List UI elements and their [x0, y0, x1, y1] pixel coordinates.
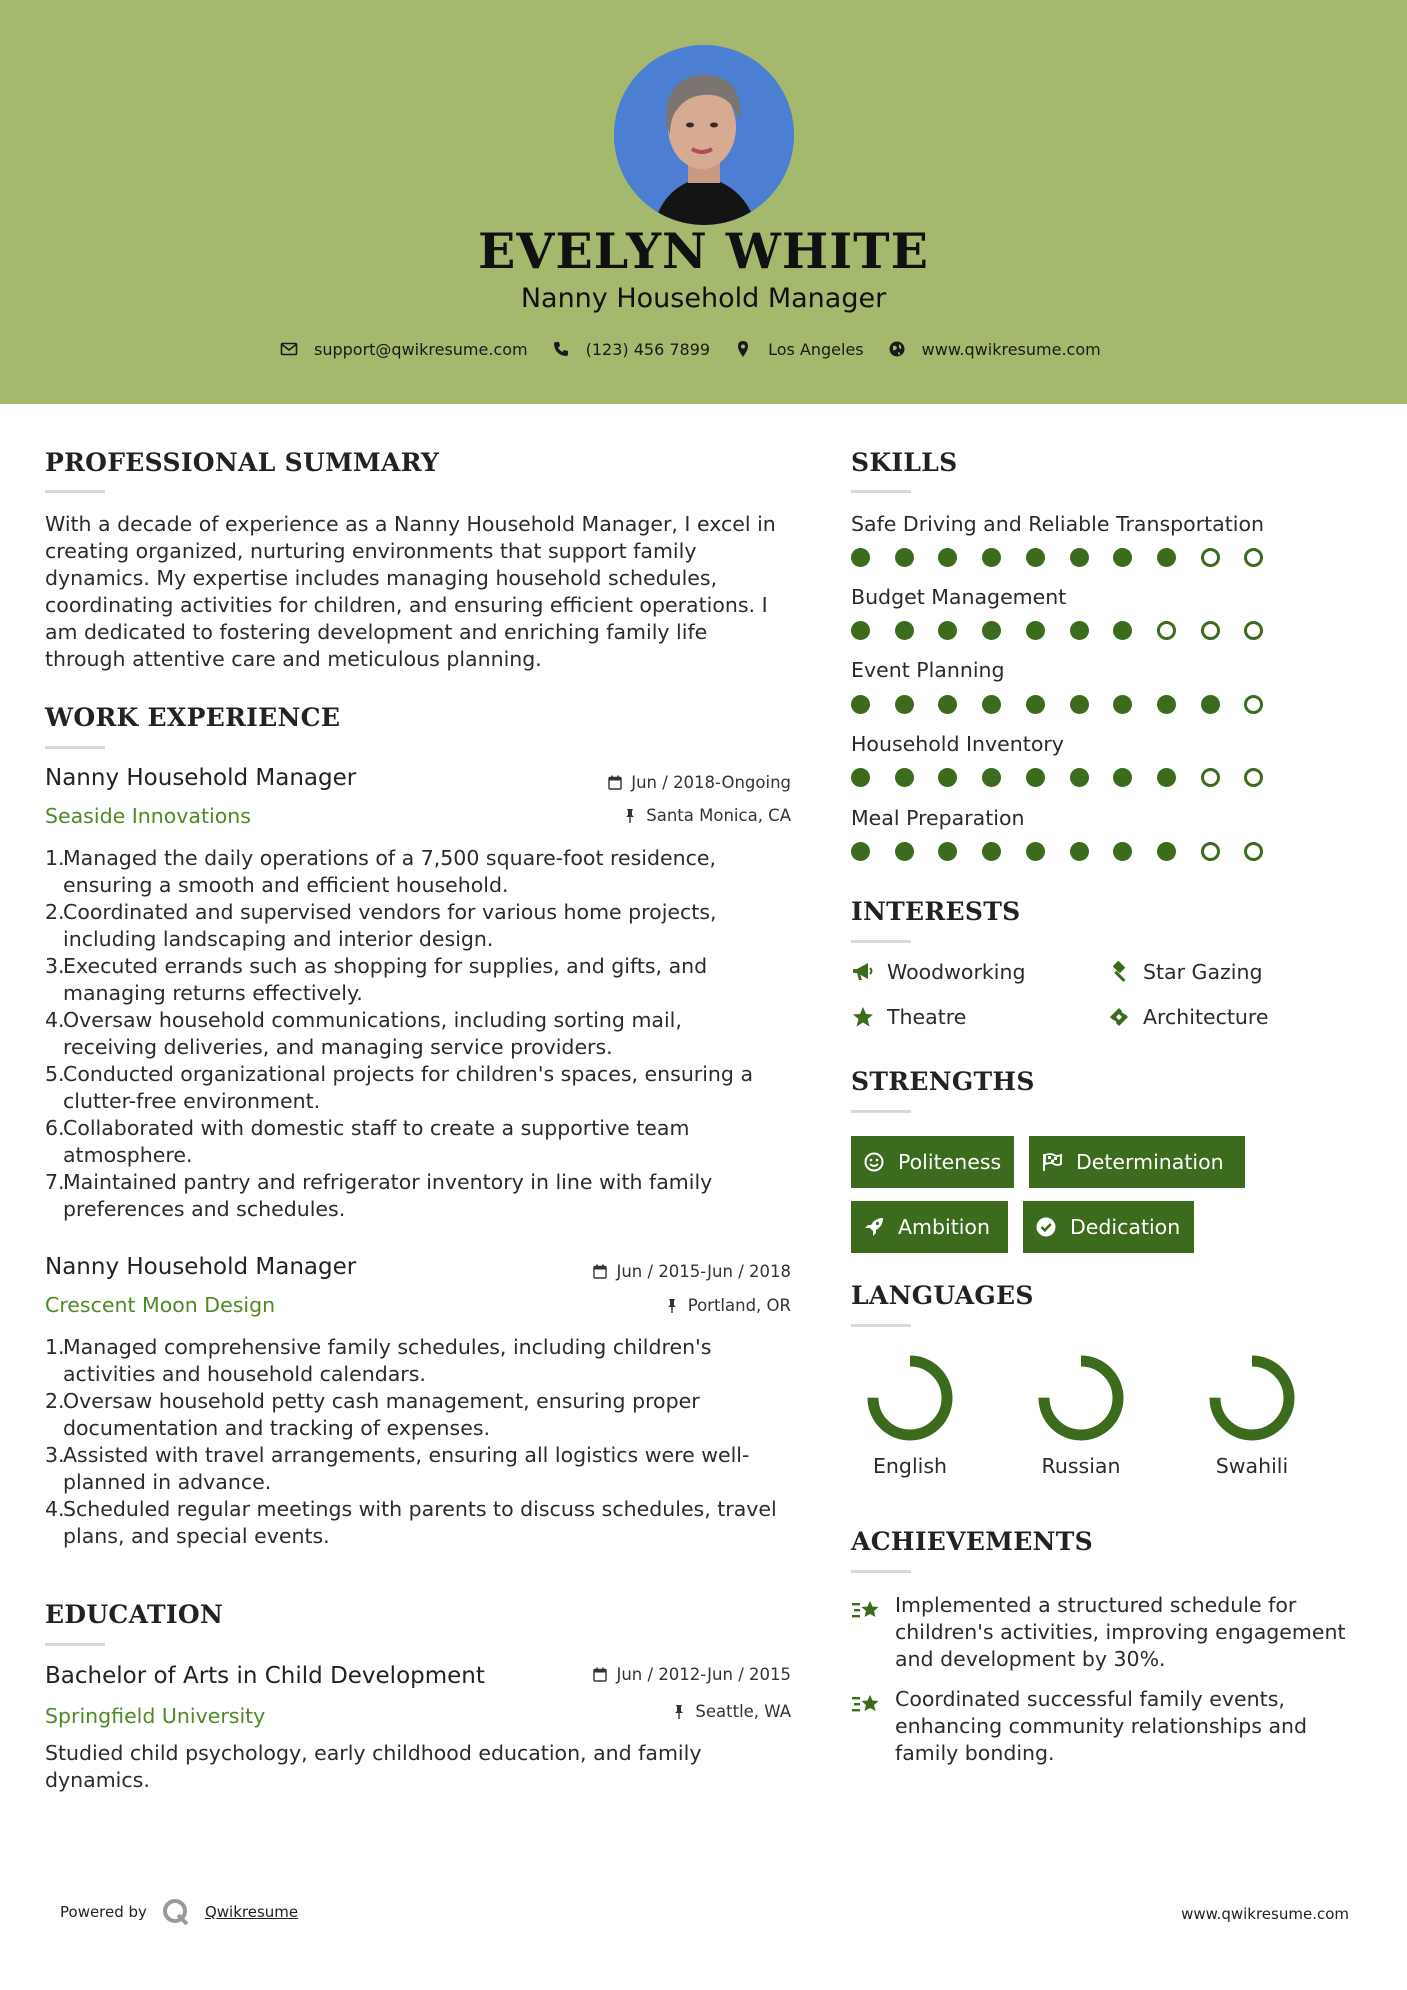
job-date-text: Jun / 2015-Jun / 2018: [616, 1262, 791, 1281]
achievement-line: children's activities, improving engagement: [895, 1620, 1346, 1644]
skill-name: Household Inventory: [851, 732, 1064, 756]
rating-dot-filled: [895, 842, 914, 861]
rating-dot-filled: [1157, 695, 1176, 714]
job-date-text: Jun / 2018-Ongoing: [631, 773, 791, 792]
rating-dot-filled: [938, 548, 957, 567]
duty-number: 2.: [45, 1389, 65, 1413]
skills-heading: SKILLS: [851, 448, 958, 477]
summary-line: creating organized, nurturing environments that support family: [45, 539, 697, 563]
achievement-line: and development by 30%.: [895, 1647, 1166, 1671]
shooting-star-icon: [851, 1596, 883, 1624]
check-circle-icon: [1035, 1216, 1057, 1238]
duty-line: Oversaw household communications, including sorting mail,: [63, 1008, 682, 1032]
resume-header: [0, 0, 1407, 404]
duty-line: Executed errands such as shopping for supplies, and gifts, and: [63, 954, 708, 978]
footer-website-link[interactable]: www.qwikresume.com: [1181, 1905, 1349, 1923]
company-name: Crescent Moon Design: [45, 1293, 276, 1317]
duty-number: 3.: [45, 954, 65, 978]
summary-line: With a decade of experience as a Nanny Household Manager, I excel in: [45, 512, 776, 536]
rating-dot-filled: [938, 621, 957, 640]
rating-dot-filled: [895, 695, 914, 714]
duty-item: [45, 899, 815, 953]
duty-item: [45, 1388, 815, 1442]
interest-item: [851, 1005, 966, 1029]
achievement-item: [851, 1686, 1371, 1771]
rating-dot-filled: [1026, 842, 1045, 861]
envelope-icon: [280, 340, 298, 358]
rating-dot-filled: [1070, 548, 1089, 567]
education-line: dynamics.: [45, 1768, 150, 1792]
pushpin-icon: [672, 1704, 686, 1719]
duty-line: Coordinated and supervised vendors for various home projects,: [63, 900, 717, 924]
interest-item: [851, 960, 1025, 984]
language-label: Russian: [1041, 1454, 1121, 1478]
duty-list: [45, 1334, 815, 1550]
rating-dot-empty: [1244, 842, 1263, 861]
strength-badge: [1023, 1201, 1194, 1253]
experience-divider: [45, 746, 105, 749]
languages-divider: [851, 1324, 911, 1327]
duty-line: atmosphere.: [63, 1143, 193, 1167]
summary-line: through attentive care and meticulous planning.: [45, 647, 542, 671]
duty-item: [45, 1496, 815, 1550]
rating-dot-filled: [851, 548, 870, 567]
rating-dot-filled: [851, 768, 870, 787]
language-item: [1021, 1350, 1141, 1478]
rating-dot-filled: [895, 548, 914, 567]
achievement-item: [851, 1592, 1371, 1677]
summary-text: [45, 511, 805, 673]
duty-line: receiving deliveries, and managing service providers.: [63, 1035, 613, 1059]
rating-dot-filled: [1113, 548, 1132, 567]
education-date-text: Jun / 2012-Jun / 2015: [616, 1665, 791, 1684]
email-text: support@qwikresume.com: [314, 339, 528, 359]
degree-title: Bachelor of Arts in Child Development: [45, 1663, 485, 1689]
education-line: Studied child psychology, early childhood education, and family: [45, 1741, 702, 1765]
contact-website[interactable]: [888, 340, 1101, 359]
rating-dot-filled: [1113, 695, 1132, 714]
duty-item: [45, 1169, 815, 1223]
strength-label: Determination: [1076, 1150, 1224, 1174]
summary-line: dynamics. My expertise includes managing household schedules,: [45, 566, 718, 590]
calendar-icon: [593, 1667, 607, 1682]
duty-line: ensuring a smooth and efficient household.: [63, 873, 509, 897]
duty-line: Assisted with travel arrangements, ensuring all logistics were well-: [63, 1443, 750, 1467]
avatar: [614, 45, 794, 225]
rating-dot-empty: [1201, 768, 1220, 787]
interest-label: Architecture: [1143, 1005, 1269, 1029]
strength-label: Ambition: [898, 1215, 990, 1239]
interests-heading: INTERESTS: [851, 897, 1021, 926]
achievement-line: enhancing community relationships and: [895, 1714, 1308, 1738]
rating-dot-filled: [938, 768, 957, 787]
strength-label: Dedication: [1070, 1215, 1181, 1239]
star-icon: [851, 1005, 875, 1029]
candidate-title: Nanny Household Manager: [520, 283, 887, 314]
job-title: Nanny Household Manager: [45, 1254, 357, 1280]
footer-powered-by: [60, 1897, 298, 1927]
duty-item: [45, 1115, 815, 1169]
school-name: Springfield University: [45, 1704, 266, 1728]
globe-icon: [888, 340, 906, 358]
language-label: English: [872, 1454, 948, 1478]
rating-dot-empty: [1244, 768, 1263, 787]
strength-label: Politeness: [898, 1150, 1002, 1174]
education-location-text: Seattle, WA: [695, 1702, 791, 1721]
duty-line: Managed comprehensive family schedules, including children's: [63, 1335, 712, 1359]
ticket-icon: [1107, 1005, 1131, 1029]
rating-dot-filled: [1026, 621, 1045, 640]
education-date: [500, 1665, 791, 1684]
skill-name: Budget Management: [851, 585, 1067, 609]
strength-badge: [851, 1201, 1008, 1253]
strength-badge: [1029, 1136, 1245, 1188]
duty-line: activities and household calendars.: [63, 1362, 426, 1386]
rating-dot-filled: [1026, 768, 1045, 787]
rating-dot-empty: [1244, 695, 1263, 714]
duty-line: Oversaw household petty cash management, ensuring proper: [63, 1389, 700, 1413]
flag-checkered-icon: [1041, 1151, 1063, 1173]
languages-heading: LANGUAGES: [851, 1281, 1034, 1310]
rating-dot-filled: [851, 842, 870, 861]
rating-dot-filled: [1070, 842, 1089, 861]
candidate-name: EVELYN WHITE: [478, 222, 929, 280]
strengths-divider: [851, 1110, 911, 1113]
duty-number: 4.: [45, 1497, 65, 1521]
rating-dot-filled: [982, 621, 1001, 640]
experience-heading: WORK EXPERIENCE: [45, 703, 341, 732]
job-location: [500, 806, 791, 825]
rating-dot-filled: [982, 768, 1001, 787]
duty-number: 4.: [45, 1008, 65, 1032]
job-date: [500, 773, 791, 792]
footer-brand-link[interactable]: Qwikresume: [204, 1903, 299, 1921]
education-description: [45, 1740, 815, 1794]
duty-line: managing returns effectively.: [63, 981, 363, 1005]
rating-dot-filled: [1026, 548, 1045, 567]
duty-item: [45, 1334, 815, 1388]
rating-dot-filled: [1113, 842, 1132, 861]
interest-item: [1107, 1005, 1269, 1029]
education-heading: EDUCATION: [45, 1600, 224, 1629]
achievement-line: Implemented a structured schedule for: [895, 1593, 1297, 1617]
rating-dot-filled: [1070, 621, 1089, 640]
rating-dot-filled: [938, 842, 957, 861]
language-ring: [1033, 1350, 1129, 1446]
duty-line: clutter-free environment.: [63, 1089, 321, 1113]
language-ring: [862, 1350, 958, 1446]
calendar-icon: [608, 775, 622, 790]
rating-dot-filled: [1157, 548, 1176, 567]
rating-dot-filled: [851, 621, 870, 640]
duty-line: Managed the daily operations of a 7,500 square-foot residence,: [63, 846, 716, 870]
duty-number: 2.: [45, 900, 65, 924]
location-text: Los Angeles: [768, 339, 864, 359]
powered-by-text: Powered by: [60, 1903, 147, 1921]
interest-label: Woodworking: [887, 960, 1026, 984]
phone-text: (123) 456 7899: [585, 339, 711, 359]
achievements-divider: [851, 1570, 911, 1573]
achievement-text: [895, 1592, 1365, 1673]
contact-phone[interactable]: [552, 340, 710, 359]
interests-divider: [851, 940, 911, 943]
rating-dot-filled: [1070, 768, 1089, 787]
rating-dot-filled: [982, 695, 1001, 714]
rating-dot-empty: [1244, 621, 1263, 640]
duty-item: [45, 953, 815, 1007]
duty-line: Collaborated with domestic staff to create a supportive team: [63, 1116, 690, 1140]
skill-name: Meal Preparation: [851, 806, 1025, 830]
shooting-star-icon: [851, 1690, 883, 1718]
duty-item: [45, 1007, 815, 1061]
language-item: [1192, 1350, 1312, 1478]
duty-line: plans, and special events.: [63, 1524, 330, 1548]
contact-bar: [280, 337, 1125, 361]
achievement-line: family bonding.: [895, 1741, 1055, 1765]
achievements-heading: ACHIEVEMENTS: [851, 1527, 1093, 1556]
smile-icon: [863, 1151, 885, 1173]
duty-line: planned in advance.: [63, 1470, 272, 1494]
rating-dot-filled: [1026, 695, 1045, 714]
contact-email[interactable]: [280, 340, 528, 359]
rating-dot-filled: [1113, 768, 1132, 787]
rating-dot-filled: [1201, 695, 1220, 714]
company-name: Seaside Innovations: [45, 804, 251, 828]
job-location-text: Santa Monica, CA: [646, 806, 791, 825]
summary-line: am dedicated to fostering development and enriching family life: [45, 620, 708, 644]
rating-dot-filled: [1157, 768, 1176, 787]
rating-dot-empty: [1201, 842, 1220, 861]
education-divider: [45, 1643, 105, 1646]
duty-item: [45, 1061, 815, 1115]
duty-item: [45, 845, 815, 899]
duty-line: documentation and tracking of expenses.: [63, 1416, 491, 1440]
strength-badge: [851, 1136, 1014, 1188]
achievement-text: [895, 1686, 1365, 1767]
job-location-text: Portland, OR: [687, 1296, 791, 1315]
qwikresume-logo-icon: [161, 1897, 191, 1927]
duty-line: Scheduled regular meetings with parents to discuss schedules, travel: [63, 1497, 777, 1521]
job-location: [500, 1296, 791, 1315]
gavel-icon: [1107, 960, 1131, 984]
strengths-heading: STRENGTHS: [851, 1067, 1035, 1096]
rating-dot-empty: [1157, 621, 1176, 640]
duty-line: Maintained pantry and refrigerator inventory in line with family: [63, 1170, 713, 1194]
bullhorn-icon: [851, 960, 875, 984]
pushpin-icon: [665, 1298, 679, 1313]
rating-dot-empty: [1201, 548, 1220, 567]
calendar-icon: [593, 1264, 607, 1279]
rating-dot-filled: [1157, 842, 1176, 861]
interest-item: [1107, 960, 1262, 984]
duty-number: 1.: [45, 1335, 65, 1359]
skills-divider: [851, 490, 911, 493]
language-label: Swahili: [1215, 1454, 1289, 1478]
duty-line: preferences and schedules.: [63, 1197, 346, 1221]
job-title: Nanny Household Manager: [45, 765, 357, 791]
skill-name: Event Planning: [851, 658, 1005, 682]
rating-dot-filled: [938, 695, 957, 714]
rating-dot-empty: [1201, 621, 1220, 640]
summary-divider: [45, 490, 105, 493]
rating-dot-filled: [1070, 695, 1089, 714]
education-location: [500, 1702, 791, 1721]
language-ring: [1204, 1350, 1300, 1446]
interest-label: Star Gazing: [1143, 960, 1263, 984]
rating-dot-filled: [851, 695, 870, 714]
duty-number: 5.: [45, 1062, 65, 1086]
duty-number: 7.: [45, 1170, 65, 1194]
language-item: [850, 1350, 970, 1478]
duty-number: 6.: [45, 1116, 65, 1140]
rating-dot-filled: [895, 621, 914, 640]
website-text: www.qwikresume.com: [921, 339, 1101, 359]
rocket-icon: [863, 1216, 885, 1238]
duty-number: 3.: [45, 1443, 65, 1467]
rating-dot-filled: [1113, 621, 1132, 640]
duty-number: 1.: [45, 846, 65, 870]
summary-heading: PROFESSIONAL SUMMARY: [45, 448, 440, 477]
rating-dot-empty: [1244, 548, 1263, 567]
job-date: [500, 1262, 791, 1281]
contact-location: [734, 340, 864, 359]
duty-line: Conducted organizational projects for children's spaces, ensuring a: [63, 1062, 754, 1086]
duty-list: [45, 845, 815, 1223]
interest-label: Theatre: [887, 1005, 967, 1029]
phone-icon: [552, 340, 570, 358]
achievement-line: Coordinated successful family events,: [895, 1687, 1285, 1711]
rating-dot-filled: [982, 548, 1001, 567]
summary-line: coordinating activities for children, and ensuring efficient operations. I: [45, 593, 768, 617]
duty-line: including landscaping and interior design.: [63, 927, 494, 951]
duty-item: [45, 1442, 815, 1496]
pushpin-icon: [623, 808, 637, 823]
skill-name: Safe Driving and Reliable Transportation: [851, 512, 1265, 536]
map-pin-icon: [734, 340, 752, 358]
rating-dot-filled: [895, 768, 914, 787]
rating-dot-filled: [982, 842, 1001, 861]
